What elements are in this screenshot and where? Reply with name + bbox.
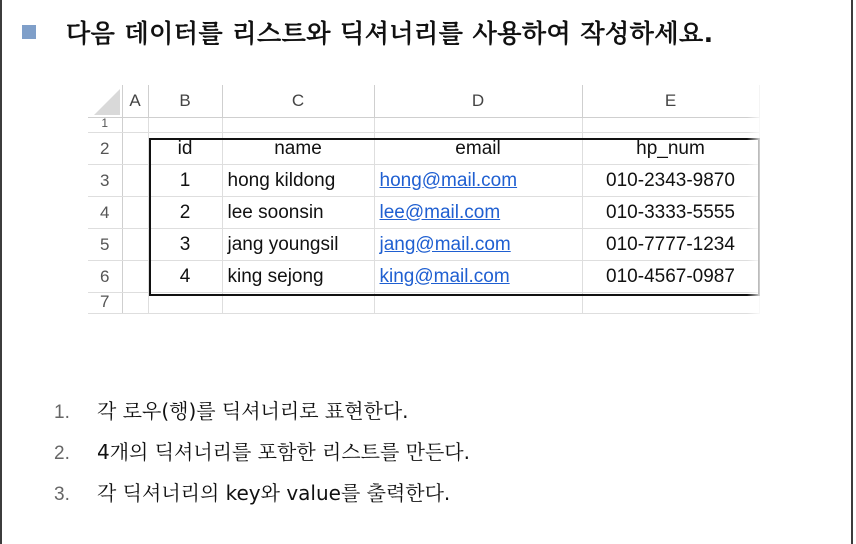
table-row [88,197,759,229]
cell[interactable] [122,133,148,165]
list-number: 2. [54,443,70,464]
cell-id[interactable]: 3 [148,229,222,261]
row-header[interactable]: 3 [88,165,122,197]
cell-name[interactable]: jang youngsil [222,229,374,261]
select-all-corner[interactable] [88,85,122,118]
cell[interactable] [582,118,759,133]
table-header-row [88,133,759,165]
cell[interactable] [222,293,374,314]
list-item [54,395,470,436]
cell[interactable] [582,293,759,314]
header-cell-id[interactable]: id [148,133,222,165]
column-header-a[interactable]: A [122,85,148,118]
cell[interactable] [122,197,148,229]
spreadsheet-grid [88,85,760,314]
cell-hp-num[interactable]: 010-4567-0987 [582,261,759,293]
list-text: 4개의 딕셔너리를 포함한 리스트를 만든다. [97,440,470,464]
table-row [88,165,759,197]
email-link[interactable]: lee@mail.com [379,201,501,223]
square-bullet-icon [22,25,36,39]
row-header[interactable]: 6 [88,261,122,293]
table-row [88,229,759,261]
cell-hp-num[interactable]: 010-7777-1234 [582,229,759,261]
row-header[interactable]: 5 [88,229,122,261]
slide-title: 다음 데이터를 리스트와 딕셔너리를 사용하여 작성하세요. [66,19,714,48]
cell-email[interactable] [374,165,582,197]
cell[interactable] [222,118,374,133]
table-row [88,293,759,314]
column-header-b[interactable]: B [148,85,222,118]
cell-id[interactable]: 4 [148,261,222,293]
email-link[interactable]: king@mail.com [379,265,510,287]
cell-id[interactable]: 2 [148,197,222,229]
row-header[interactable]: 7 [88,293,122,314]
cell-id[interactable]: 1 [148,165,222,197]
header-cell-name[interactable]: name [222,133,374,165]
cell[interactable] [122,118,148,133]
column-header-d[interactable]: D [374,85,582,118]
row-header[interactable]: 1 [88,118,122,133]
table-row [88,261,759,293]
list-number: 3. [54,484,70,505]
spreadsheet [88,85,760,314]
header-cell-email[interactable]: email [374,133,582,165]
column-header-c[interactable]: C [222,85,374,118]
cell[interactable] [122,229,148,261]
list-text: 각 딕셔너리의 key와 value를 출력한다. [97,481,451,505]
list-item [54,436,470,477]
cell[interactable] [374,293,582,314]
cell[interactable] [122,293,148,314]
cell-hp-num[interactable]: 010-3333-5555 [582,197,759,229]
title-row [22,14,714,50]
cell-name[interactable]: hong kildong [222,165,374,197]
table-row [88,118,759,133]
column-header-e[interactable]: E [582,85,759,118]
cell-email[interactable] [374,197,582,229]
instruction-list [54,395,470,518]
row-header[interactable]: 2 [88,133,122,165]
cell[interactable] [148,293,222,314]
row-header[interactable]: 4 [88,197,122,229]
cell-name[interactable]: king sejong [222,261,374,293]
list-item [54,477,470,518]
cell[interactable] [374,118,582,133]
list-text: 각 로우(행)를 딕셔너리로 표현한다. [97,399,409,423]
list-number: 1. [54,402,70,423]
column-header-row [88,85,759,118]
cell-hp-num[interactable]: 010-2343-9870 [582,165,759,197]
cell[interactable] [148,118,222,133]
cell[interactable] [122,261,148,293]
cell[interactable] [122,165,148,197]
header-cell-hp-num[interactable]: hp_num [582,133,759,165]
email-link[interactable]: hong@mail.com [379,169,518,191]
cell-email[interactable] [374,261,582,293]
email-link[interactable]: jang@mail.com [379,233,511,255]
cell-email[interactable] [374,229,582,261]
cell-name[interactable]: lee soonsin [222,197,374,229]
